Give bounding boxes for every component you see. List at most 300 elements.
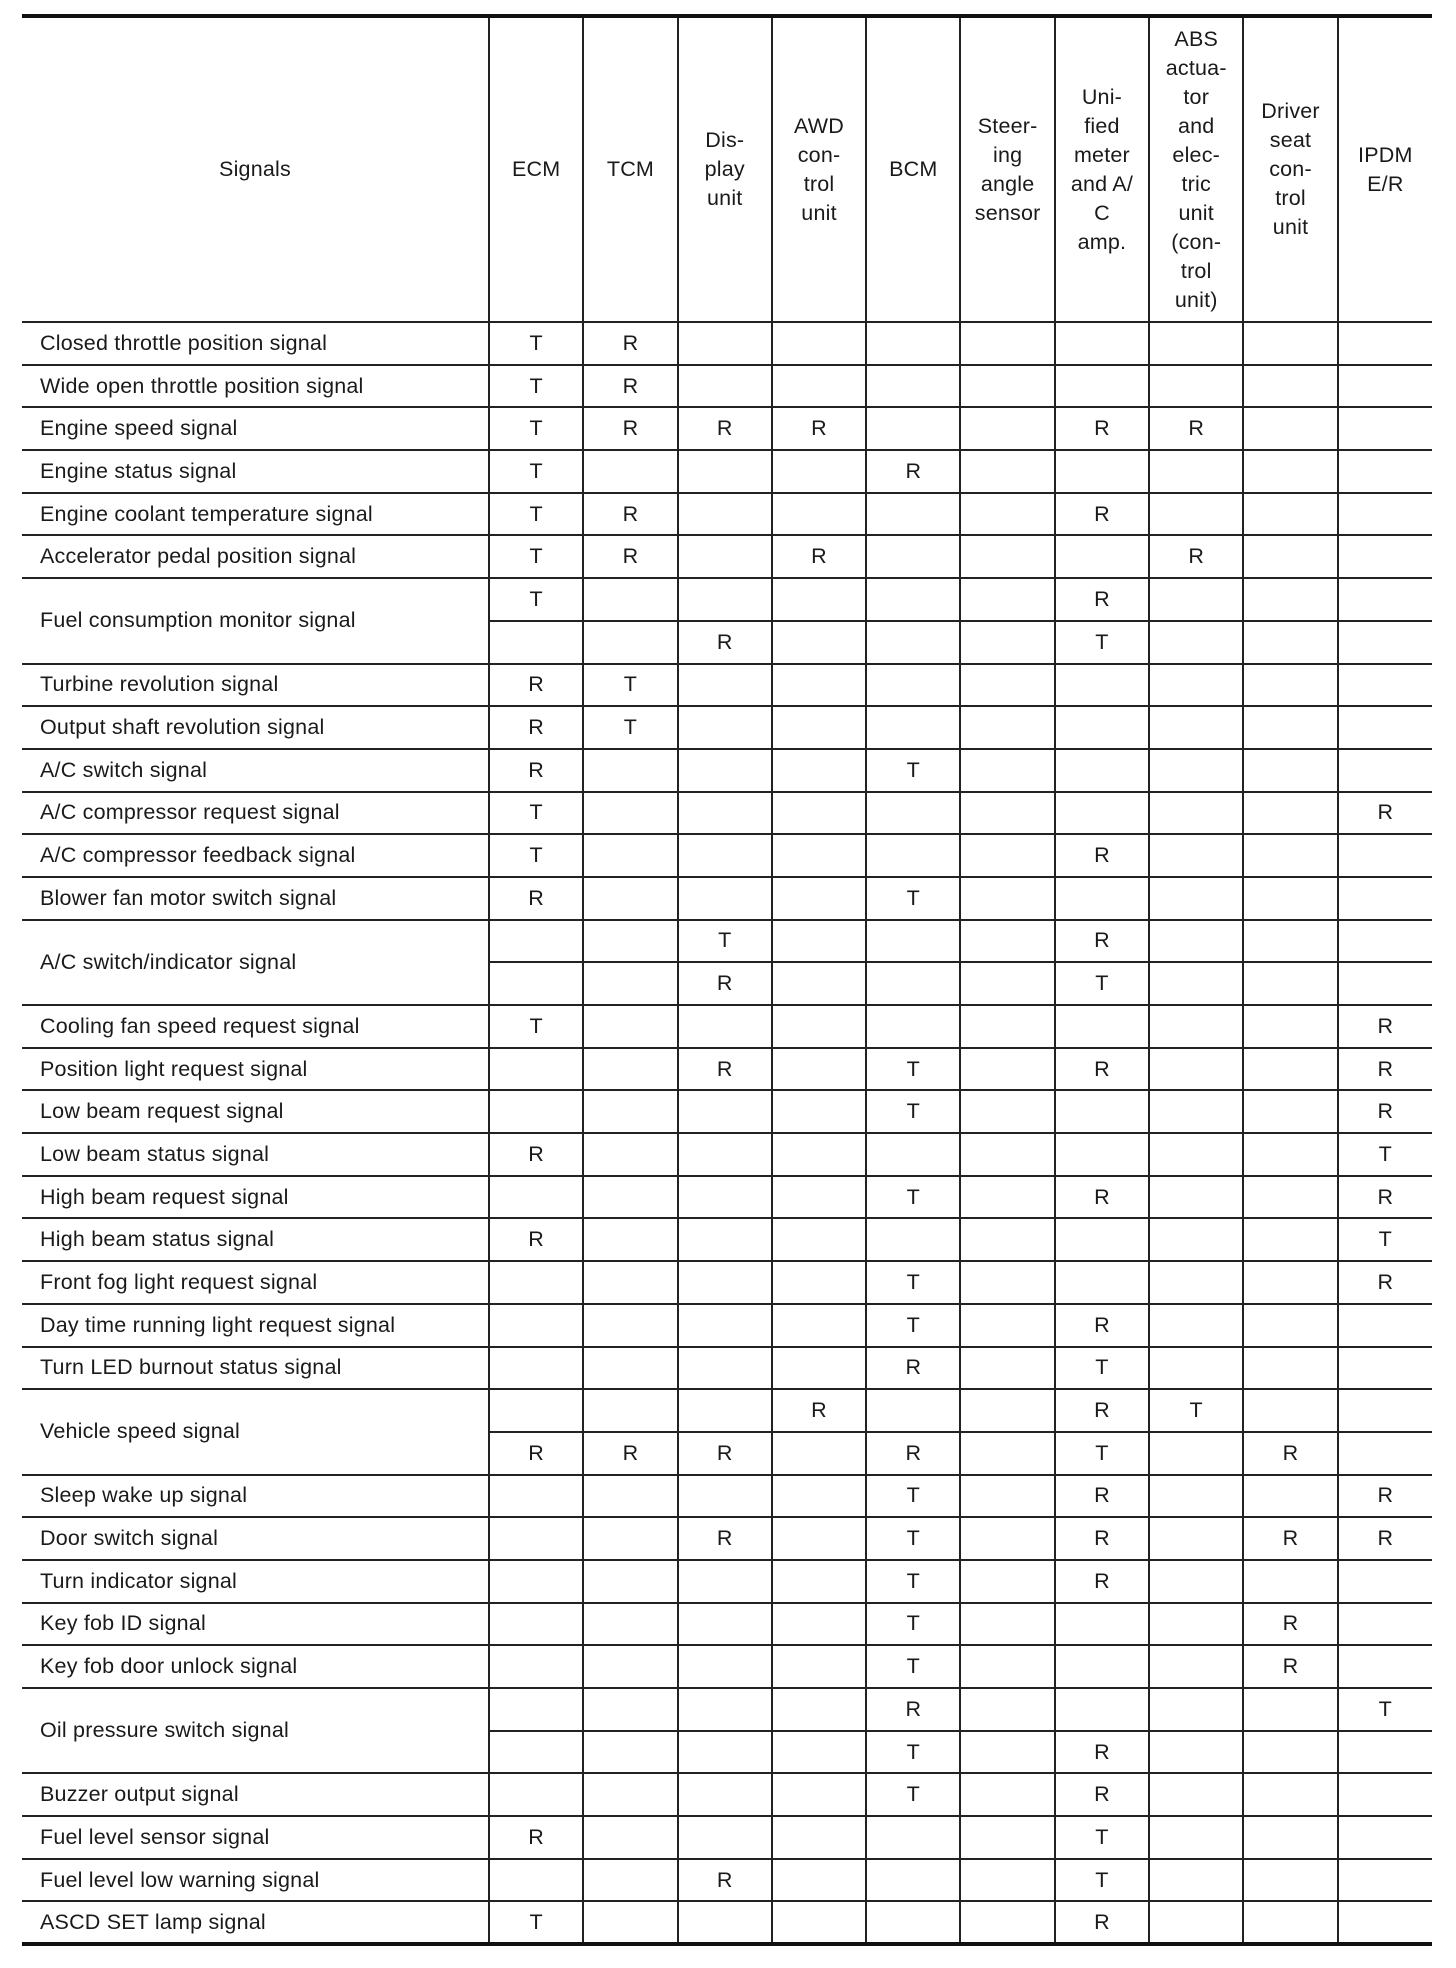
- cell-tcm: [583, 1688, 677, 1731]
- cell-awd: [772, 621, 866, 664]
- cell-ecm: T: [489, 792, 583, 835]
- cell-tcm: R: [583, 322, 677, 365]
- signals-column-header: Signals: [22, 16, 489, 322]
- cell-meter: [1055, 877, 1149, 920]
- cell-display: [678, 322, 772, 365]
- cell-awd: [772, 1645, 866, 1688]
- cell-tcm: [583, 1816, 677, 1859]
- cell-seat: [1243, 1901, 1337, 1944]
- cell-tcm: [583, 1645, 677, 1688]
- cell-tcm: [583, 1005, 677, 1048]
- cell-meter: [1055, 706, 1149, 749]
- cell-seat: [1243, 1731, 1337, 1774]
- cell-display: [678, 1133, 772, 1176]
- cell-bcm: R: [866, 1688, 960, 1731]
- cell-meter: [1055, 1688, 1149, 1731]
- cell-ecm: [489, 1603, 583, 1646]
- cell-display: [678, 792, 772, 835]
- cell-display: [678, 1901, 772, 1944]
- cell-awd: [772, 450, 866, 493]
- cell-steering: [960, 877, 1054, 920]
- cell-display: T: [678, 920, 772, 963]
- column-header-ipdm: IPDM E/R: [1338, 16, 1432, 322]
- cell-abs: [1149, 664, 1243, 707]
- cell-steering: [960, 407, 1054, 450]
- signal-name-cell: Fuel level low warning signal: [22, 1859, 489, 1902]
- cell-ipdm: [1338, 621, 1432, 664]
- cell-display: [678, 706, 772, 749]
- cell-ecm: T: [489, 578, 583, 621]
- cell-display: [678, 1304, 772, 1347]
- cell-abs: [1149, 493, 1243, 536]
- cell-tcm: [583, 877, 677, 920]
- cell-abs: [1149, 1261, 1243, 1304]
- cell-tcm: [583, 1603, 677, 1646]
- cell-tcm: [583, 1304, 677, 1347]
- cell-bcm: [866, 664, 960, 707]
- cell-steering: [960, 1133, 1054, 1176]
- signal-name-cell: Door switch signal: [22, 1517, 489, 1560]
- cell-seat: [1243, 1218, 1337, 1261]
- table-row: [22, 1005, 1432, 1048]
- table-row: [22, 1389, 1432, 1432]
- cell-steering: [960, 1048, 1054, 1091]
- cell-ecm: [489, 1645, 583, 1688]
- cell-ecm: [489, 1773, 583, 1816]
- cell-steering: [960, 1560, 1054, 1603]
- cell-awd: [772, 1261, 866, 1304]
- cell-ecm: [489, 1475, 583, 1518]
- cell-seat: [1243, 493, 1337, 536]
- cell-awd: [772, 1688, 866, 1731]
- cell-tcm: T: [583, 664, 677, 707]
- cell-meter: R: [1055, 834, 1149, 877]
- cell-steering: [960, 450, 1054, 493]
- cell-steering: [960, 1347, 1054, 1390]
- cell-ipdm: [1338, 1773, 1432, 1816]
- cell-abs: [1149, 1773, 1243, 1816]
- cell-abs: [1149, 1517, 1243, 1560]
- cell-abs: [1149, 621, 1243, 664]
- cell-abs: [1149, 1731, 1243, 1774]
- cell-meter: R: [1055, 578, 1149, 621]
- signal-name-cell: Engine status signal: [22, 450, 489, 493]
- cell-tcm: [583, 1261, 677, 1304]
- cell-awd: [772, 1432, 866, 1475]
- signal-name-cell: Cooling fan speed request signal: [22, 1005, 489, 1048]
- cell-seat: [1243, 1560, 1337, 1603]
- cell-tcm: [583, 1475, 677, 1518]
- cell-tcm: [583, 749, 677, 792]
- cell-bcm: [866, 920, 960, 963]
- table-row: [22, 792, 1432, 835]
- cell-abs: [1149, 1218, 1243, 1261]
- cell-steering: [960, 749, 1054, 792]
- table-row: [22, 749, 1432, 792]
- cell-steering: [960, 1475, 1054, 1518]
- cell-display: [678, 1176, 772, 1219]
- cell-steering: [960, 535, 1054, 578]
- cell-abs: [1149, 877, 1243, 920]
- cell-bcm: [866, 1218, 960, 1261]
- cell-bcm: [866, 365, 960, 408]
- cell-tcm: [583, 1731, 677, 1774]
- table-row: [22, 1048, 1432, 1091]
- cell-display: R: [678, 621, 772, 664]
- cell-tcm: R: [583, 1432, 677, 1475]
- cell-awd: [772, 578, 866, 621]
- cell-tcm: [583, 1347, 677, 1390]
- cell-ecm: T: [489, 493, 583, 536]
- cell-seat: [1243, 578, 1337, 621]
- cell-awd: [772, 1816, 866, 1859]
- cell-awd: [772, 792, 866, 835]
- table-row: [22, 1475, 1432, 1518]
- cell-awd: [772, 1901, 866, 1944]
- cell-abs: [1149, 578, 1243, 621]
- cell-bcm: [866, 493, 960, 536]
- cell-ipdm: [1338, 920, 1432, 963]
- cell-display: R: [678, 1517, 772, 1560]
- cell-ipdm: [1338, 877, 1432, 920]
- cell-seat: [1243, 920, 1337, 963]
- cell-meter: T: [1055, 1859, 1149, 1902]
- cell-meter: [1055, 450, 1149, 493]
- cell-ecm: T: [489, 365, 583, 408]
- cell-awd: [772, 962, 866, 1005]
- cell-ecm: T: [489, 535, 583, 578]
- cell-abs: [1149, 1176, 1243, 1219]
- cell-awd: [772, 834, 866, 877]
- cell-awd: R: [772, 1389, 866, 1432]
- cell-seat: [1243, 749, 1337, 792]
- cell-ipdm: [1338, 1731, 1432, 1774]
- cell-steering: [960, 578, 1054, 621]
- cell-tcm: T: [583, 706, 677, 749]
- cell-meter: R: [1055, 407, 1149, 450]
- cell-ipdm: [1338, 1859, 1432, 1902]
- cell-ecm: T: [489, 407, 583, 450]
- cell-abs: [1149, 1475, 1243, 1518]
- cell-ecm: [489, 920, 583, 963]
- table-row: [22, 1347, 1432, 1390]
- cell-ecm: [489, 1090, 583, 1133]
- signal-name-cell: Day time running light request signal: [22, 1304, 489, 1347]
- table-row: [22, 1133, 1432, 1176]
- cell-meter: T: [1055, 1432, 1149, 1475]
- cell-bcm: [866, 1005, 960, 1048]
- cell-steering: [960, 1389, 1054, 1432]
- cell-ipdm: [1338, 1645, 1432, 1688]
- cell-tcm: R: [583, 493, 677, 536]
- cell-tcm: [583, 1560, 677, 1603]
- cell-tcm: [583, 1133, 677, 1176]
- cell-awd: [772, 749, 866, 792]
- cell-seat: [1243, 1005, 1337, 1048]
- signal-name-cell: Fuel level sensor signal: [22, 1816, 489, 1859]
- cell-steering: [960, 920, 1054, 963]
- cell-ipdm: [1338, 578, 1432, 621]
- cell-steering: [960, 1816, 1054, 1859]
- column-header-abs: ABS actua- tor and elec- tric unit (con- trol unit): [1149, 16, 1243, 322]
- cell-bcm: [866, 407, 960, 450]
- cell-abs: R: [1149, 407, 1243, 450]
- cell-seat: [1243, 1773, 1337, 1816]
- cell-meter: [1055, 1133, 1149, 1176]
- header-row: [22, 16, 1432, 322]
- cell-abs: [1149, 365, 1243, 408]
- cell-abs: [1149, 1645, 1243, 1688]
- table-row: [22, 578, 1432, 621]
- cell-seat: [1243, 322, 1337, 365]
- cell-meter: R: [1055, 1560, 1149, 1603]
- cell-ipdm: T: [1338, 1688, 1432, 1731]
- cell-awd: [772, 1603, 866, 1646]
- signal-name-cell: Turn indicator signal: [22, 1560, 489, 1603]
- cell-ipdm: [1338, 1389, 1432, 1432]
- signal-name-cell: Turn LED burnout status signal: [22, 1347, 489, 1390]
- cell-ecm: [489, 1731, 583, 1774]
- cell-steering: [960, 1901, 1054, 1944]
- signal-name-cell: Accelerator pedal position signal: [22, 535, 489, 578]
- cell-seat: [1243, 1090, 1337, 1133]
- cell-meter: [1055, 1603, 1149, 1646]
- cell-ipdm: R: [1338, 1517, 1432, 1560]
- cell-bcm: R: [866, 450, 960, 493]
- cell-tcm: R: [583, 365, 677, 408]
- cell-ecm: [489, 1859, 583, 1902]
- table-row: [22, 1261, 1432, 1304]
- cell-bcm: [866, 621, 960, 664]
- cell-steering: [960, 1645, 1054, 1688]
- cell-bcm: R: [866, 1347, 960, 1390]
- cell-steering: [960, 1859, 1054, 1902]
- cell-seat: R: [1243, 1603, 1337, 1646]
- cell-ecm: [489, 1688, 583, 1731]
- cell-abs: R: [1149, 535, 1243, 578]
- cell-display: [678, 1475, 772, 1518]
- cell-steering: [960, 1218, 1054, 1261]
- cell-display: R: [678, 962, 772, 1005]
- cell-ipdm: [1338, 322, 1432, 365]
- cell-ipdm: [1338, 706, 1432, 749]
- cell-ipdm: [1338, 535, 1432, 578]
- cell-seat: [1243, 1347, 1337, 1390]
- cell-awd: R: [772, 407, 866, 450]
- cell-ecm: [489, 1048, 583, 1091]
- cell-ecm: R: [489, 1816, 583, 1859]
- table-row: [22, 407, 1432, 450]
- cell-meter: R: [1055, 1389, 1149, 1432]
- cell-abs: T: [1149, 1389, 1243, 1432]
- cell-awd: [772, 664, 866, 707]
- cell-meter: T: [1055, 1347, 1149, 1390]
- cell-awd: [772, 1005, 866, 1048]
- cell-seat: [1243, 1389, 1337, 1432]
- cell-seat: [1243, 792, 1337, 835]
- cell-tcm: [583, 920, 677, 963]
- cell-ecm: [489, 1560, 583, 1603]
- cell-bcm: T: [866, 1773, 960, 1816]
- cell-ecm: R: [489, 664, 583, 707]
- cell-ecm: R: [489, 877, 583, 920]
- cell-seat: [1243, 450, 1337, 493]
- cell-display: [678, 1603, 772, 1646]
- cell-bcm: [866, 322, 960, 365]
- cell-meter: R: [1055, 1731, 1149, 1774]
- cell-tcm: [583, 1048, 677, 1091]
- cell-ipdm: [1338, 1560, 1432, 1603]
- cell-bcm: [866, 834, 960, 877]
- cell-ecm: T: [489, 450, 583, 493]
- signal-name-cell: Oil pressure switch signal: [22, 1688, 489, 1773]
- cell-steering: [960, 1261, 1054, 1304]
- cell-steering: [960, 1432, 1054, 1475]
- signal-name-cell: Vehicle speed signal: [22, 1389, 489, 1474]
- cell-seat: [1243, 1304, 1337, 1347]
- column-header-awd: AWD con- trol unit: [772, 16, 866, 322]
- table-row: [22, 877, 1432, 920]
- cell-ipdm: R: [1338, 792, 1432, 835]
- cell-ipdm: R: [1338, 1005, 1432, 1048]
- cell-ecm: T: [489, 1005, 583, 1048]
- cell-tcm: [583, 1389, 677, 1432]
- cell-steering: [960, 1005, 1054, 1048]
- signal-name-cell: Key fob ID signal: [22, 1603, 489, 1646]
- cell-steering: [960, 792, 1054, 835]
- signal-name-cell: ASCD SET lamp signal: [22, 1901, 489, 1944]
- cell-awd: [772, 920, 866, 963]
- table-row: [22, 1517, 1432, 1560]
- table-row: [22, 1816, 1432, 1859]
- cell-abs: [1149, 962, 1243, 1005]
- cell-awd: [772, 1304, 866, 1347]
- cell-tcm: [583, 1773, 677, 1816]
- cell-display: [678, 493, 772, 536]
- cell-awd: [772, 1475, 866, 1518]
- table-row: [22, 322, 1432, 365]
- signal-name-cell: Engine speed signal: [22, 407, 489, 450]
- cell-bcm: [866, 1859, 960, 1902]
- cell-display: R: [678, 407, 772, 450]
- cell-bcm: T: [866, 1645, 960, 1688]
- cell-meter: [1055, 1218, 1149, 1261]
- cell-seat: [1243, 1261, 1337, 1304]
- cell-display: [678, 1816, 772, 1859]
- cell-meter: [1055, 664, 1149, 707]
- cell-tcm: [583, 1090, 677, 1133]
- cell-ipdm: T: [1338, 1133, 1432, 1176]
- signal-name-cell: Low beam status signal: [22, 1133, 489, 1176]
- cell-bcm: [866, 706, 960, 749]
- column-header-seat: Driver seat con- trol unit: [1243, 16, 1337, 322]
- cell-seat: [1243, 834, 1337, 877]
- cell-bcm: R: [866, 1432, 960, 1475]
- signal-name-cell: Blower fan motor switch signal: [22, 877, 489, 920]
- cell-meter: R: [1055, 493, 1149, 536]
- cell-tcm: [583, 1859, 677, 1902]
- cell-ipdm: [1338, 1304, 1432, 1347]
- cell-display: R: [678, 1859, 772, 1902]
- cell-ipdm: [1338, 1347, 1432, 1390]
- signal-name-cell: A/C compressor feedback signal: [22, 834, 489, 877]
- cell-meter: R: [1055, 1176, 1149, 1219]
- cell-ecm: [489, 1517, 583, 1560]
- cell-display: [678, 664, 772, 707]
- cell-tcm: [583, 450, 677, 493]
- signal-name-cell: Key fob door unlock signal: [22, 1645, 489, 1688]
- cell-meter: [1055, 749, 1149, 792]
- cell-ipdm: R: [1338, 1090, 1432, 1133]
- cell-display: [678, 1560, 772, 1603]
- cell-abs: [1149, 1347, 1243, 1390]
- cell-awd: [772, 1133, 866, 1176]
- cell-abs: [1149, 1048, 1243, 1091]
- cell-ecm: [489, 1176, 583, 1219]
- cell-seat: [1243, 1176, 1337, 1219]
- cell-meter: [1055, 322, 1149, 365]
- cell-awd: [772, 322, 866, 365]
- can-signal-table: [22, 14, 1432, 1946]
- table-row: [22, 834, 1432, 877]
- table-row: [22, 920, 1432, 963]
- signal-name-cell: Buzzer output signal: [22, 1773, 489, 1816]
- cell-bcm: T: [866, 1475, 960, 1518]
- cell-ecm: [489, 1304, 583, 1347]
- cell-display: [678, 749, 772, 792]
- cell-steering: [960, 1517, 1054, 1560]
- cell-meter: T: [1055, 1816, 1149, 1859]
- cell-ecm: R: [489, 749, 583, 792]
- cell-ipdm: [1338, 664, 1432, 707]
- cell-display: [678, 578, 772, 621]
- cell-abs: [1149, 834, 1243, 877]
- cell-seat: [1243, 1475, 1337, 1518]
- cell-abs: [1149, 1688, 1243, 1731]
- cell-ipdm: R: [1338, 1176, 1432, 1219]
- table-row: [22, 664, 1432, 707]
- cell-steering: [960, 322, 1054, 365]
- cell-seat: [1243, 962, 1337, 1005]
- cell-ipdm: [1338, 834, 1432, 877]
- cell-tcm: [583, 578, 677, 621]
- cell-abs: [1149, 749, 1243, 792]
- cell-seat: [1243, 1688, 1337, 1731]
- cell-seat: [1243, 1133, 1337, 1176]
- cell-awd: [772, 365, 866, 408]
- cell-awd: [772, 1859, 866, 1902]
- cell-awd: [772, 706, 866, 749]
- cell-display: [678, 834, 772, 877]
- cell-bcm: T: [866, 1261, 960, 1304]
- cell-bcm: T: [866, 1176, 960, 1219]
- cell-ecm: T: [489, 1901, 583, 1944]
- signal-name-cell: High beam status signal: [22, 1218, 489, 1261]
- cell-tcm: [583, 1901, 677, 1944]
- cell-bcm: T: [866, 1090, 960, 1133]
- cell-bcm: [866, 1901, 960, 1944]
- cell-ipdm: [1338, 1603, 1432, 1646]
- cell-bcm: [866, 578, 960, 621]
- cell-ipdm: [1338, 365, 1432, 408]
- cell-ipdm: R: [1338, 1048, 1432, 1091]
- cell-bcm: T: [866, 1048, 960, 1091]
- cell-meter: T: [1055, 621, 1149, 664]
- cell-abs: [1149, 1133, 1243, 1176]
- cell-display: [678, 1688, 772, 1731]
- cell-steering: [960, 664, 1054, 707]
- cell-ecm: R: [489, 706, 583, 749]
